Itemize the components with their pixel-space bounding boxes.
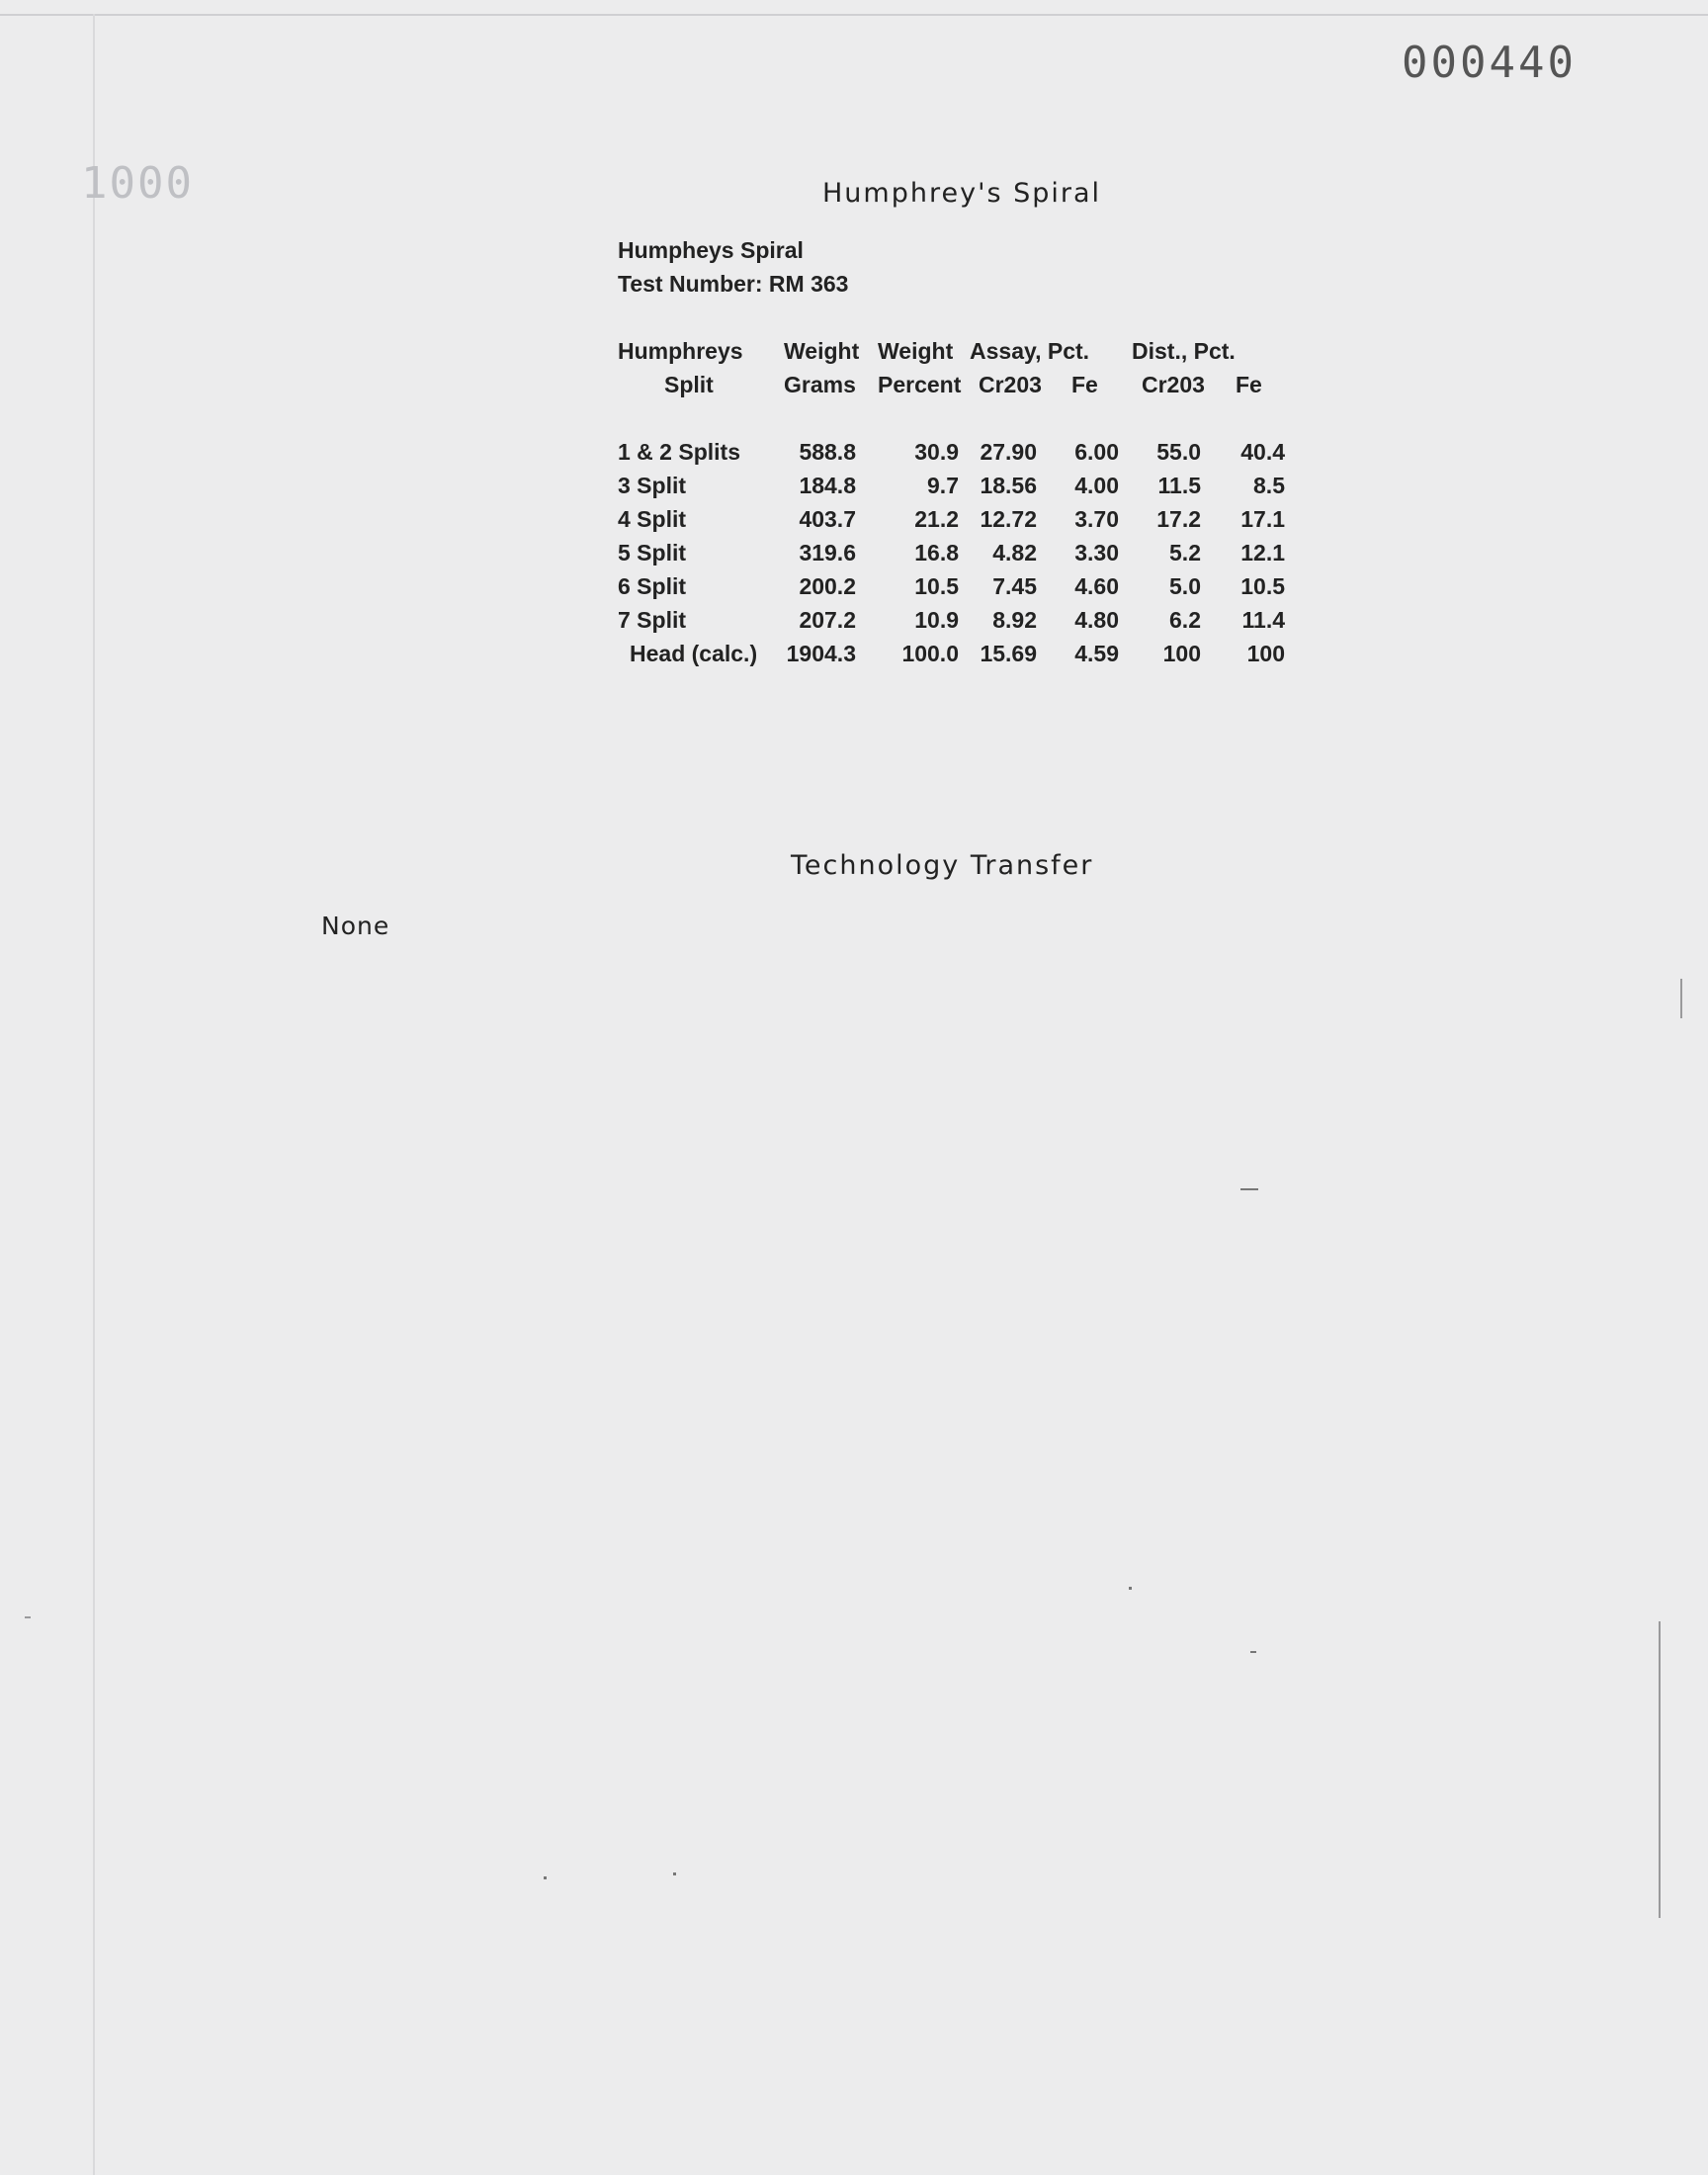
table-cell-grams: 184.8 <box>799 473 856 498</box>
table-cell-grams: 319.6 <box>799 540 856 566</box>
page-edge-left <box>93 14 95 2175</box>
header-weight-grams: Weight <box>784 338 860 364</box>
table-cell-dist-fe: 11.4 <box>1241 607 1285 633</box>
table-cell-percent: 9.7 <box>927 473 959 498</box>
section-body-text: None <box>321 912 390 940</box>
table-cell-assay-fe: 4.60 <box>1074 573 1119 599</box>
table-row-split: 4 Split <box>618 506 687 532</box>
table-cell-dist-fe: 12.1 <box>1240 540 1285 566</box>
table-row-split: 7 Split <box>618 607 687 633</box>
header-dist-fe: Fe <box>1236 372 1262 397</box>
table-cell-assay-fe: 4.00 <box>1074 473 1119 498</box>
table-cell-dist-cr: 17.2 <box>1156 506 1201 532</box>
table-cell-grams: 588.8 <box>799 439 856 465</box>
table-cell-assay-cr: 27.90 <box>980 439 1037 465</box>
table-cell-dist-fe: 40.4 <box>1240 439 1285 465</box>
table-cell-grams: 403.7 <box>799 506 856 532</box>
header-grams: Grams <box>784 372 856 397</box>
scan-speck <box>544 1876 547 1879</box>
section-title-technology-transfer: Technology Transfer <box>791 850 1094 881</box>
scan-speck <box>25 1616 31 1618</box>
table-row-split: 3 Split <box>618 473 687 498</box>
scan-edge-mark <box>1680 979 1682 1018</box>
header-dist-pct: Dist., Pct. <box>1132 338 1236 364</box>
table-cell-grams: 1904.3 <box>786 641 856 666</box>
table-cell-assay-cr: 18.56 <box>980 473 1037 498</box>
table-cell-assay-cr: 4.82 <box>992 540 1037 566</box>
table-row-split: Head (calc.) <box>630 641 758 666</box>
faint-bleedthrough-number: 1000 <box>81 158 194 209</box>
header-weight-percent: Weight <box>878 338 954 364</box>
table-cell-assay-cr: 7.45 <box>992 573 1037 599</box>
table-subtitle: Humpheys Spiral <box>618 237 804 263</box>
header-percent: Percent <box>878 372 962 397</box>
table-cell-percent: 21.2 <box>914 506 959 532</box>
table-cell-dist-fe: 100 <box>1246 641 1285 666</box>
table-cell-dist-fe: 10.5 <box>1240 573 1285 599</box>
table-cell-grams: 200.2 <box>799 573 856 599</box>
scan-speck <box>1240 1188 1258 1190</box>
table-cell-dist-cr: 6.2 <box>1169 607 1201 633</box>
table-cell-dist-cr: 5.0 <box>1169 573 1201 599</box>
header-assay-fe: Fe <box>1071 372 1098 397</box>
table-cell-assay-fe: 3.30 <box>1074 540 1119 566</box>
table-cell-assay-fe: 6.00 <box>1074 439 1119 465</box>
table-cell-percent: 30.9 <box>914 439 959 465</box>
page-edge-top <box>0 14 1708 16</box>
table-cell-assay-fe: 4.80 <box>1074 607 1119 633</box>
table-cell-percent: 10.9 <box>914 607 959 633</box>
table-cell-assay-cr: 15.69 <box>980 641 1037 666</box>
table-cell-assay-cr: 12.72 <box>980 506 1037 532</box>
scan-speck <box>1250 1651 1256 1653</box>
table-cell-dist-fe: 8.5 <box>1253 473 1285 498</box>
table-cell-assay-cr: 8.92 <box>992 607 1037 633</box>
table-cell-assay-fe: 4.59 <box>1074 641 1119 666</box>
table-row-split: 6 Split <box>618 573 687 599</box>
header-assay-pct: Assay, Pct. <box>970 338 1090 364</box>
table-cell-assay-fe: 3.70 <box>1074 506 1119 532</box>
table-cell-grams: 207.2 <box>799 607 856 633</box>
table-cell-percent: 100.0 <box>901 641 959 666</box>
table-row-split: 5 Split <box>618 540 687 566</box>
scan-edge-mark <box>1659 1621 1661 1918</box>
scan-speck <box>1129 1587 1132 1590</box>
header-dist-cr203: Cr203 <box>1142 372 1205 397</box>
table-row-split: 1 & 2 Splits <box>618 439 740 465</box>
page-stamp-number: 000440 <box>1402 38 1577 88</box>
scan-speck <box>673 1872 676 1875</box>
header-humphreys: Humphreys <box>618 338 743 364</box>
table-cell-percent: 16.8 <box>914 540 959 566</box>
table-cell-dist-cr: 55.0 <box>1156 439 1201 465</box>
table-cell-dist-fe: 17.1 <box>1240 506 1285 532</box>
test-number: Test Number: RM 363 <box>618 271 849 297</box>
table-cell-dist-cr: 11.5 <box>1157 473 1201 498</box>
header-split: Split <box>664 372 714 397</box>
page-title: Humphrey's Spiral <box>822 178 1102 209</box>
table-cell-percent: 10.5 <box>914 573 959 599</box>
table-cell-dist-cr: 100 <box>1162 641 1201 666</box>
table-cell-dist-cr: 5.2 <box>1169 540 1201 566</box>
header-assay-cr203: Cr203 <box>979 372 1042 397</box>
